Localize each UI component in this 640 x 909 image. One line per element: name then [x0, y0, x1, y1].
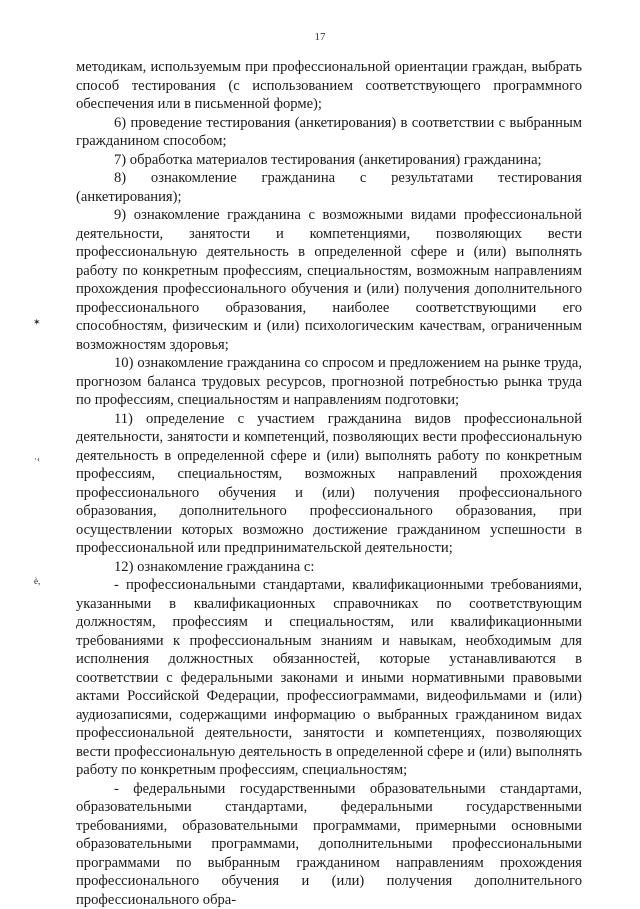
scan-speck: ✶ [33, 318, 41, 327]
scan-speck: è, [34, 577, 40, 586]
paragraph-item-6: 6) проведение тестирования (анкетирования) в соответствии с выбранным гражданином способом; [76, 114, 582, 151]
paragraph-bullet-2: - федеральными государственными образовательными стандартами, образовательными стандартами, федеральными государственными требованиями, образовательными программами, примерными основными образовательными программами, дополнительными профессиональными программами по выбранным гражданином направлениям прохождения профессионального обучения и (или) получения дополнительного профессионального обра- [76, 780, 582, 909]
paragraph-item-12: 12) ознакомление гражданина с: [76, 558, 582, 577]
scan-speck: ·‹ [34, 455, 40, 464]
paragraph-item-7: 7) обработка материалов тестирования (анкетирования) гражданина; [76, 151, 582, 170]
paragraph-item-10: 10) ознакомление гражданина со спросом и предложением на рынке труда, прогнозом баланса трудовых ресурсов, прогнозной потребностью рынка труда по профессиям, специальностям и направлениям подготовки; [76, 354, 582, 410]
paragraph-bullet-1: - профессиональными стандартами, квалификационными требованиями, указанными в квалификационных справочниках по соответствующим должностям, профессиям и специальностям, или квалификационными требованиями к профессиональным знаниям и навыкам, необходимым для исполнения должностных обязанностей, которые устанавливаются в соответствии с федеральными законами и иными нормативными правовыми актами Российской Федерации, профессиограммами, видеофильмами и (или) аудиозаписями, содержащими информацию о выбранных гражданином видах профессиональной деятельности, занятости и компетенциях, позволяющих вести профессиональную деятельность в определенной сфере и (или) выполнять работу по конкретным профессиям, специальностям; [76, 576, 582, 780]
paragraph-continuation: методикам, используемым при профессиональной ориентации граждан, выбрать способ тестирования (с использованием соответствующего программного обеспечения или в письменной форме); [76, 58, 582, 114]
paragraph-item-9: 9) ознакомление гражданина с возможными видами профессиональной деятельности, занятости и компетенциями, позволяющих вести профессиональную деятельность в определенной сфере и (или) выполнять работу по конкретным профессиям, специальностям, возможным направлениям прохождения профессионального обучения и (или) получения дополнительного профессионального образования, наиболее соответствующими его способностям, физическим и (или) психологическим качествам, ограниченным возможностям здоровья; [76, 206, 582, 354]
document-body [76, 58, 582, 909]
page-number: 17 [0, 31, 640, 43]
paragraph-item-8: 8) ознакомление гражданина с результатами тестирования (анкетирования); [76, 169, 582, 206]
paragraph-item-11: 11) определение с участием гражданина видов профессиональной деятельности, занятости и компетенций, позволяющих вести профессиональную деятельность в определенной сфере и (или) выполнять работу по конкретным профессиям, специальностям, возможных направлений прохождения профессионального обучения и (или) получения профессионального образования, дополнительного профессионального образования, при осуществлении которых возможно достижение гражданином успешности в профессиональной или предпринимательской деятельности; [76, 410, 582, 558]
